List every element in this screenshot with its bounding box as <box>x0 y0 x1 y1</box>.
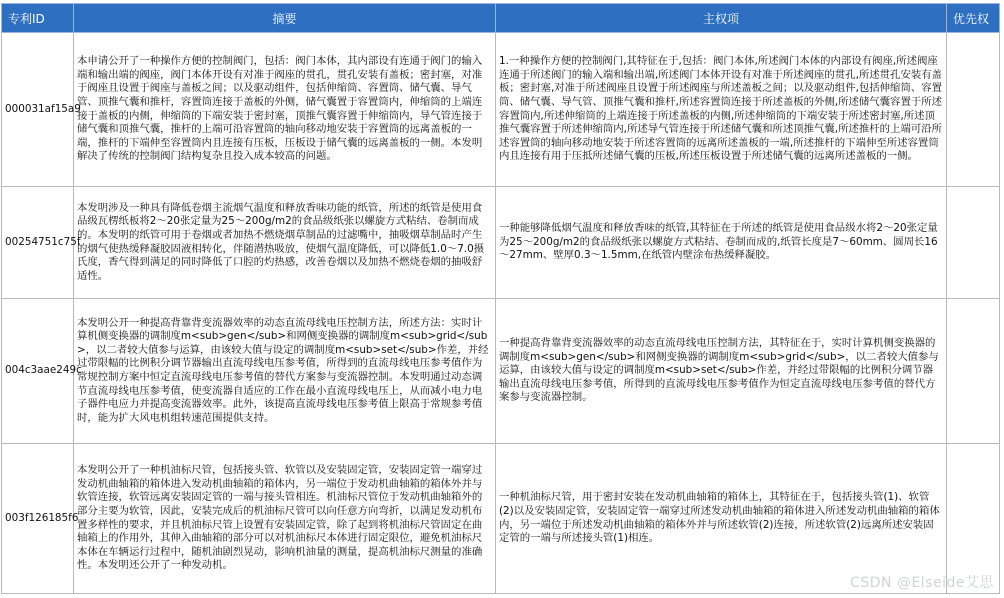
cell-patent-id[interactable]: 000031af15a9 <box>2 33 74 187</box>
table-row <box>2 444 1000 594</box>
cell-abstract[interactable]: 本发明公开一种提高背靠背变流器效率的动态直流母线电压控制方法，所述方法：实时计算机侧变换器的调制度m<sub>gen</sub>和网侧变换器的调制度m<sub>grid</sub>，以二者较大值参与运算，由该较大值与设定的调制度m<sub>set</sub>作差，并经过带限幅的比例积分调节器输出直流母线电压参考值，所得到的直流母线电压参考值作为常规控制方案中恒定直流母线电压参考值的替代方案参与变流器控制。本发明通过动态调节直流母线电压参考值，使变流器自适应的工作在最小直流母线电压上，从而减小电力电子器件电应力并提高变流器效率。此外，该提高直流母线电压参考值上限高于常规参考值时，能为扩大风电机组转速范围提供支持。 <box>74 299 496 444</box>
header-row <box>2 4 1000 33</box>
cell-patent-id[interactable]: 004c3aae249c <box>2 299 74 444</box>
watermark-text: CSDN @Elseide艾思 <box>850 575 994 591</box>
cell-claims[interactable]: 一种机油标尺管，用于密封安装在发动机曲轴箱的箱体上，其特征在于，包括接头管(1)、软管(2)以及安装固定管，安装固定管一端穿过所述发动机曲轴箱的箱体进入所述发动机曲轴箱的箱体内，另一端位于所述发动机曲轴箱的箱体外并与所述软管(2)连接，所述软管(2)远离所述安装固定管的一端与所述接头管(1)相连。 <box>496 444 947 594</box>
cell-patent-id[interactable]: 003f126185f6 <box>2 444 74 594</box>
cell-claims[interactable]: 一种能够降低烟气温度和释放香味的纸管,其特征在于所述的纸管是使用食品级水将2～20张定量为25～200g/m2的食品级纸张以螺旋方式粘结、卷制而成的,纸管长度是7～60mm、圆周长16～27mm、壁厚0.3～1.5mm,在纸管内壁涂布热缓释凝胶。 <box>496 187 947 299</box>
cell-abstract[interactable]: 本发明涉及一种具有降低卷烟主流烟气温度和释放香味功能的纸管，所述的纸管是使用食品级瓦楞纸板将2～20张定量为25～200g/m2的食品级纸张以螺旋方式粘结、卷制而成的。本发明的纸管可用于卷烟或者加热不燃烧烟草制品的过滤嘴中，抽吸烟草制品时产生的烟气使热缓释凝胶固液相转化，伴随潜热吸放，使烟气温度降低，可以降低1.0～7.0摄氏度，香气得到满足的同时降低了口腔的灼热感，改善卷烟以及加热不燃烧卷烟的抽吸舒适性。 <box>74 187 496 299</box>
cell-priority[interactable] <box>947 187 1000 299</box>
cell-priority[interactable] <box>947 444 1000 594</box>
table-row <box>2 187 1000 299</box>
header-claims[interactable]: 主权项 <box>496 4 947 33</box>
cell-claims[interactable]: 1.一种操作方便的控制阀门,其特征在于,包括：阀门本体,所述阀门本体的内部设有阀座,所述阀座连通于所述阀门的输入端和输出端,所述阀门本体开设有对准于所述阀座的贯孔,所述贯孔安装有盖板；密封塞,对准于所述阀座且设置于所述阀座与所述盖板之间；以及驱动组件,包括伸缩筒、容置筒、储气囊、导气管、顶推气囊和推杆,所述容置筒连接于所述盖板的外侧,所述储气囊容置于所述容置筒内,所述伸缩筒的上端连接于所述盖板的内侧,所述伸缩筒的下端安装于所述密封塞,所述顶推气囊容置于所述伸缩筒内,所述导气管连接于所述储气囊和所述顶推气囊,所述推杆的上端可沿所述容置筒的轴向移动地安装于所述容置筒的远离所述盖板的一端,所述推杆的下端伸至所述容置筒内且连接有用于压抵所述储气囊的压板,所述压板设置于所述储气囊的远离所述盖板的一侧。 <box>496 33 947 187</box>
header-abstract[interactable]: 摘要 <box>74 4 496 33</box>
cell-patent-id[interactable]: 00254751c75f <box>2 187 74 299</box>
cell-priority[interactable] <box>947 33 1000 187</box>
header-priority[interactable]: 优先权 <box>947 4 1000 33</box>
patent-table <box>1 3 1000 594</box>
table-row <box>2 299 1000 444</box>
header-patent-id[interactable]: 专利ID <box>2 4 74 33</box>
cell-abstract[interactable]: 本发明公开了一种机油标尺管，包括接头管、软管以及安装固定管，安装固定管一端穿过发动机曲轴箱的箱体进入发动机曲轴箱的箱体内，另一端位于发动机曲轴箱的箱体外并与软管连接，软管远离安装固定管的一端与接头管相连。机油标尺管位于发动机曲轴箱外的部分主要为软管，因此，安装完成后的机油标尺管可以向任意方向弯折，以满足发动机布置多样性的要求，并且机油标尺管上设置有安装固定管，除了起到将机油标尺管固定在曲轴箱上的作用外，其伸入曲轴箱的部分可以对机油标尺本体进行固定限位，避免机油标尺本体在车辆运行过程中，随机油剧烈晃动，影响机油量的测量，提高机油标尺测量的准确性。本发明还公开了一种发动机。 <box>74 444 496 594</box>
table-row <box>2 33 1000 187</box>
cell-priority[interactable] <box>947 299 1000 444</box>
cell-abstract[interactable]: 本申请公开了一种操作方便的控制阀门，包括：阀门本体，其内部设有连通于阀门的输入端和输出端的阀座，阀门本体开设有对准于阀座的贯孔，贯孔安装有盖板；密封塞，对准于阀座且设置于阀座与盖板之间；以及驱动组件，包括伸缩筒、容置筒、储气囊、导气管、顶推气囊和推杆，容置筒连接于盖板的外侧，储气囊置于容置筒内，伸缩筒的上端连接于盖板的内侧，伸缩筒的下端安装于密封塞，顶推气囊容置于伸缩筒内，导气管连接于储气囊和顶推气囊，推杆的上端可沿容置筒的轴向移动地安装于容置筒的远离盖板的一端，推杆的下端伸至容置筒内且连接有压板，压板设于储气囊的远离盖板的一侧。本发明解决了传统的控制阀门结构复杂且投入成本较高的问题。 <box>74 33 496 187</box>
cell-claims[interactable]: 一种提高背靠背变流器效率的动态直流母线电压控制方法，其特征在于，实时计算机侧变换器的调制度m<sub>gen</sub>和网侧变换器的调制度m<sub>grid</sub>，以二者较大值参与运算，由该较大值与设定的调制度m<sub>set</sub>作差，并经过带限幅的比例积分调节器输出直流母线电压参考值，所得到的直流母线电压参考值作为恒定直流母线电压参考值的替代方案参与变流器控制。 <box>496 299 947 444</box>
